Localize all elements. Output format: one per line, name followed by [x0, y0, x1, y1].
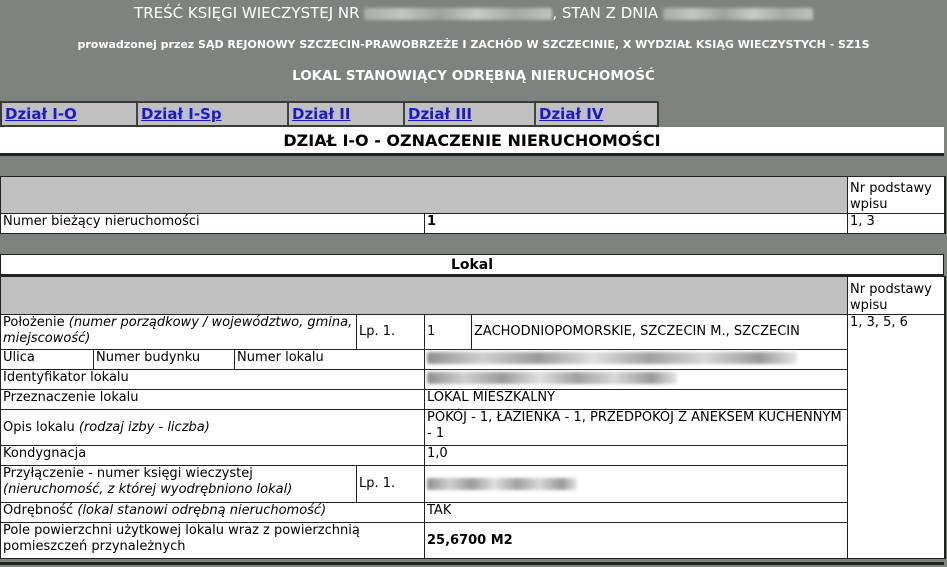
tab-link[interactable]: Dział IV [539, 105, 604, 123]
tab-link[interactable]: Dział II [292, 105, 351, 123]
tab-dzial-ii[interactable] [289, 103, 405, 125]
header-middle: , STAN Z DNIA [552, 4, 659, 22]
tab-dzial-iii[interactable] [405, 103, 536, 125]
tab-link[interactable]: Dział III [408, 105, 472, 123]
pole-label: Pole powierzchni użytkowej lokalu wraz z powierzchnią pomieszczeń przynależnych [1, 523, 425, 559]
row-label: Numer bieżący nieruchomości [1, 214, 425, 234]
numer-lokalu-label: Numer lokalu [235, 350, 425, 370]
przeznaczenie-value: LOKAL MIESZKALNY [425, 390, 848, 410]
basis-header: Nr podstawy wpisu [848, 277, 945, 315]
polozenie-label: Położenie (numer porządkowy / województwo, gmina, miejscowość) [1, 315, 357, 350]
odrebnosc-value: TAK [425, 503, 848, 523]
lokal-section-title: Lokal [0, 254, 944, 276]
pole-value: 25,6700 M2 [425, 523, 848, 559]
row-value: 1 [425, 214, 848, 234]
table-bottom-border [0, 562, 944, 565]
property-number-table [0, 176, 946, 234]
tab-dzial-i-sp[interactable] [138, 103, 289, 125]
przylaczenie-lp: Lp. 1. [357, 466, 425, 503]
kondygnacja-label: Kondygnacja [1, 446, 425, 466]
document-header-title [0, 4, 947, 22]
tab-dzial-iv[interactable] [536, 103, 657, 125]
court-line: prowadzonej przez SĄD REJONOWY SZCZECIN-PRAWOBRZEŻE I ZACHÓD W SZCZECINIE, X WYDZIAŁ KSIĄG WIECZYSTYCH - SZ1S [77, 38, 870, 51]
lokal-basis-value: 1, 3, 5, 6 [848, 315, 945, 559]
identyfikator-label: Identyfikator lokalu [1, 370, 425, 390]
section-tabs [0, 101, 659, 127]
przylaczenie-label: Przyłączenie - numer księgi wieczystej (nieruchomość, z której wyodrębniono lokal) [1, 466, 357, 503]
numer-budynku-label: Numer budynku [94, 350, 235, 370]
tab-link[interactable]: Dział I-O [5, 105, 77, 123]
redacted-date [663, 8, 813, 20]
ulica-label: Ulica [1, 350, 94, 370]
redacted-book-number [364, 8, 552, 20]
grey-header-cell [1, 177, 848, 214]
header-prefix: TREŚĆ KSIĘGI WIECZYSTEJ NR [134, 4, 360, 22]
polozenie-lp: Lp. 1. [357, 315, 425, 350]
property-type-title: LOKAL STANOWIĄCY ODRĘBNĄ NIERUCHOMOŚĆ [292, 68, 655, 84]
section-title: DZIAŁ I-O - OZNACZENIE NIERUCHOMOŚCI [0, 127, 944, 156]
opis-label: Opis lokalu (rodzaj izby - liczba) [1, 410, 425, 446]
ulica-value-redacted [425, 350, 848, 370]
opis-value: POKÓJ - 1, ŁAZIENKA - 1, PRZEDPOKÓJ Z ANEKSEM KUCHENNYM - 1 [425, 410, 848, 446]
polozenie-value: ZACHODNIOPOMORSKIE, SZCZECIN M., SZCZECIN [472, 315, 848, 350]
polozenie-number: 1 [425, 315, 472, 350]
tab-dzial-i-o[interactable] [2, 103, 138, 125]
row-basis: 1, 3 [848, 214, 945, 234]
odrebnosc-label: Odrębność (lokal stanowi odrębną nieruchomość) [1, 503, 425, 523]
kondygnacja-value: 1,0 [425, 446, 848, 466]
przeznaczenie-label: Przeznaczenie lokalu [1, 390, 425, 410]
basis-header: Nr podstawy wpisu [848, 177, 945, 214]
przylaczenie-value-redacted [425, 466, 848, 503]
identyfikator-value-redacted [425, 370, 848, 390]
lokal-table [0, 276, 946, 559]
tab-link[interactable]: Dział I-Sp [141, 105, 222, 123]
grey-header-cell [1, 277, 848, 315]
